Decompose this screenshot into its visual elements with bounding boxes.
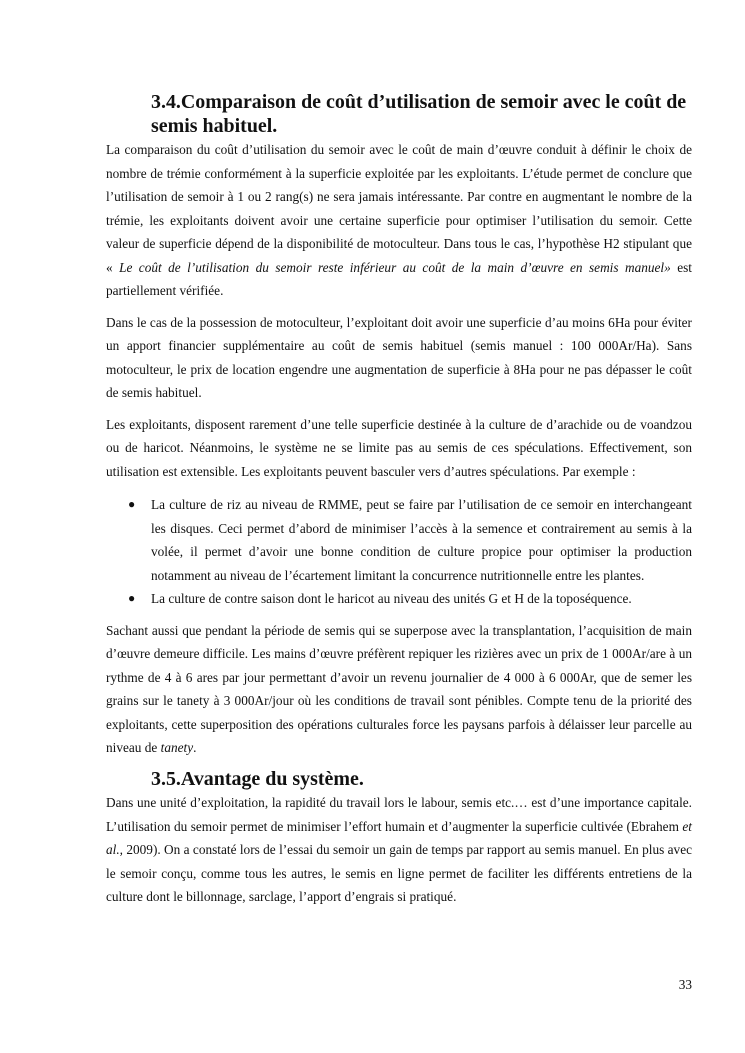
section-heading-3-5: 3.5.Avantage du système. <box>151 767 364 790</box>
paragraph-3-5-1 <box>106 791 692 909</box>
paragraph-text: est partiellement vérifiée. <box>106 259 692 298</box>
hypothesis-quote: Le coût de l’utilisation du semoir reste inférieur au coût de la main d’œuvre en semis manuel» <box>119 259 671 275</box>
paragraph-text: La comparaison du coût d’utilisation du semoir avec le coût de main d’œuvre conduit à définir le choix de nombre de trémie conformément à la superficie exploitée par les exploitants. L’étude permet de conclure que l’utilisation de semoir à 1 ou 2 rang(s) ne sera jamais intéressante. Par contre en augmentant le nombre de la trémie, les exploitants doivent avoir une certaine superficie pour optimiser l’utilisation du semoir. Cette valeur de superficie dépend de la disponibilité de motoculteur. Dans tous le cas, l’hypothèse H2 stipulant que « <box>106 142 692 275</box>
tanety-term: tanety <box>160 740 194 755</box>
paragraph-3-4-3: Les exploitants, disposent rarement d’une telle superficie destinée à la culture de d’arachide ou de voandzou ou de haricot. Néanmoins, le système ne se limite pas au semis de ces spéculations. Effectivement, son utilisation est extensible. Les exploitants peuvent basculer vers d’autres spéculations. Par exemple : <box>106 416 692 479</box>
paragraph-3-4-1 <box>106 138 692 303</box>
list-item <box>106 587 692 611</box>
list-item-text: La culture de riz au niveau de RMME, peut se faire par l’utilisation de ce semoir en interchangeant les disques. Ceci permet d’abord de minimiser l’accès à la semence et contrairement au semis à la volée, il permet d’avoir une bonne condition de culture propice pour optimiser la production notamment au niveau de l’écartement limitant la concurrence nutritionnelle entre les plantes. <box>151 497 692 583</box>
paragraph-text: 2009). On a constaté lors de l’essai du semoir un gain de temps par rapport au semis manuel. En plus avec le semoir conçu, comme tous les autres, le semis en ligne permet de faciliter les différents entretiens de la culture dont le billonnage, sarclage, l’apport d’engrais si pratiqué. <box>106 842 692 904</box>
paragraph-3-4-4 <box>106 619 692 760</box>
list-item-text: La culture de contre saison dont le haricot au niveau des unités G et H de la toposéquence. <box>151 591 632 606</box>
paragraph-3-4-2: Dans le cas de la possession de motoculteur, l’exploitant doit avoir une superficie d’au moins 6Ha pour éviter un apport financier supplémentaire au coût de semis habituel (semis manuel : 100 000Ar/Ha). Sans motoculteur, le prix de location engendre une augmentation de superficie à 8Ha pour ne pas dépasser le coût de semis habituel. <box>106 314 692 400</box>
example-list <box>106 493 692 611</box>
page-number: 33 <box>678 977 692 992</box>
citation-et-al: et al., <box>106 818 692 857</box>
page-content <box>106 91 692 909</box>
bullet-icon: ● <box>128 497 136 511</box>
paragraph-text: . <box>193 740 197 755</box>
paragraph-text: Dans une unité d’exploitation, la rapidité du travail lors le labour, semis etc.… est d’une importance capitale. L’utilisation du semoir permet de minimiser l’effort humain et d’augmenter la superficie cultivée (Ebrahem <box>106 795 692 834</box>
bullet-icon: ● <box>128 591 136 605</box>
section-heading-3-4: 3.4.Comparaison de coût d’utilisation de semoir avec le coût de semis habituel. <box>151 91 687 137</box>
list-item <box>106 493 692 587</box>
paragraph-text: Sachant aussi que pendant la période de semis qui se superpose avec la transplantation, l’acquisition de main d’œuvre demeure difficile. Les mains d’œuvre préfèrent repiquer les rizières avec un prix de 1 000Ar/are à un rythme de 4 à 6 ares par jour permettant d’avoir un revenu journalier de 4 000 à 6 000Ar, que de semer les grains sur le tanety à 3 000Ar/jour où les conditions de travail sont pénibles. Compte tenu de la priorité des exploitants, cette superposition des opérations culturales force les paysans parfois à délaisser leur parcelle au niveau de <box>106 622 692 755</box>
